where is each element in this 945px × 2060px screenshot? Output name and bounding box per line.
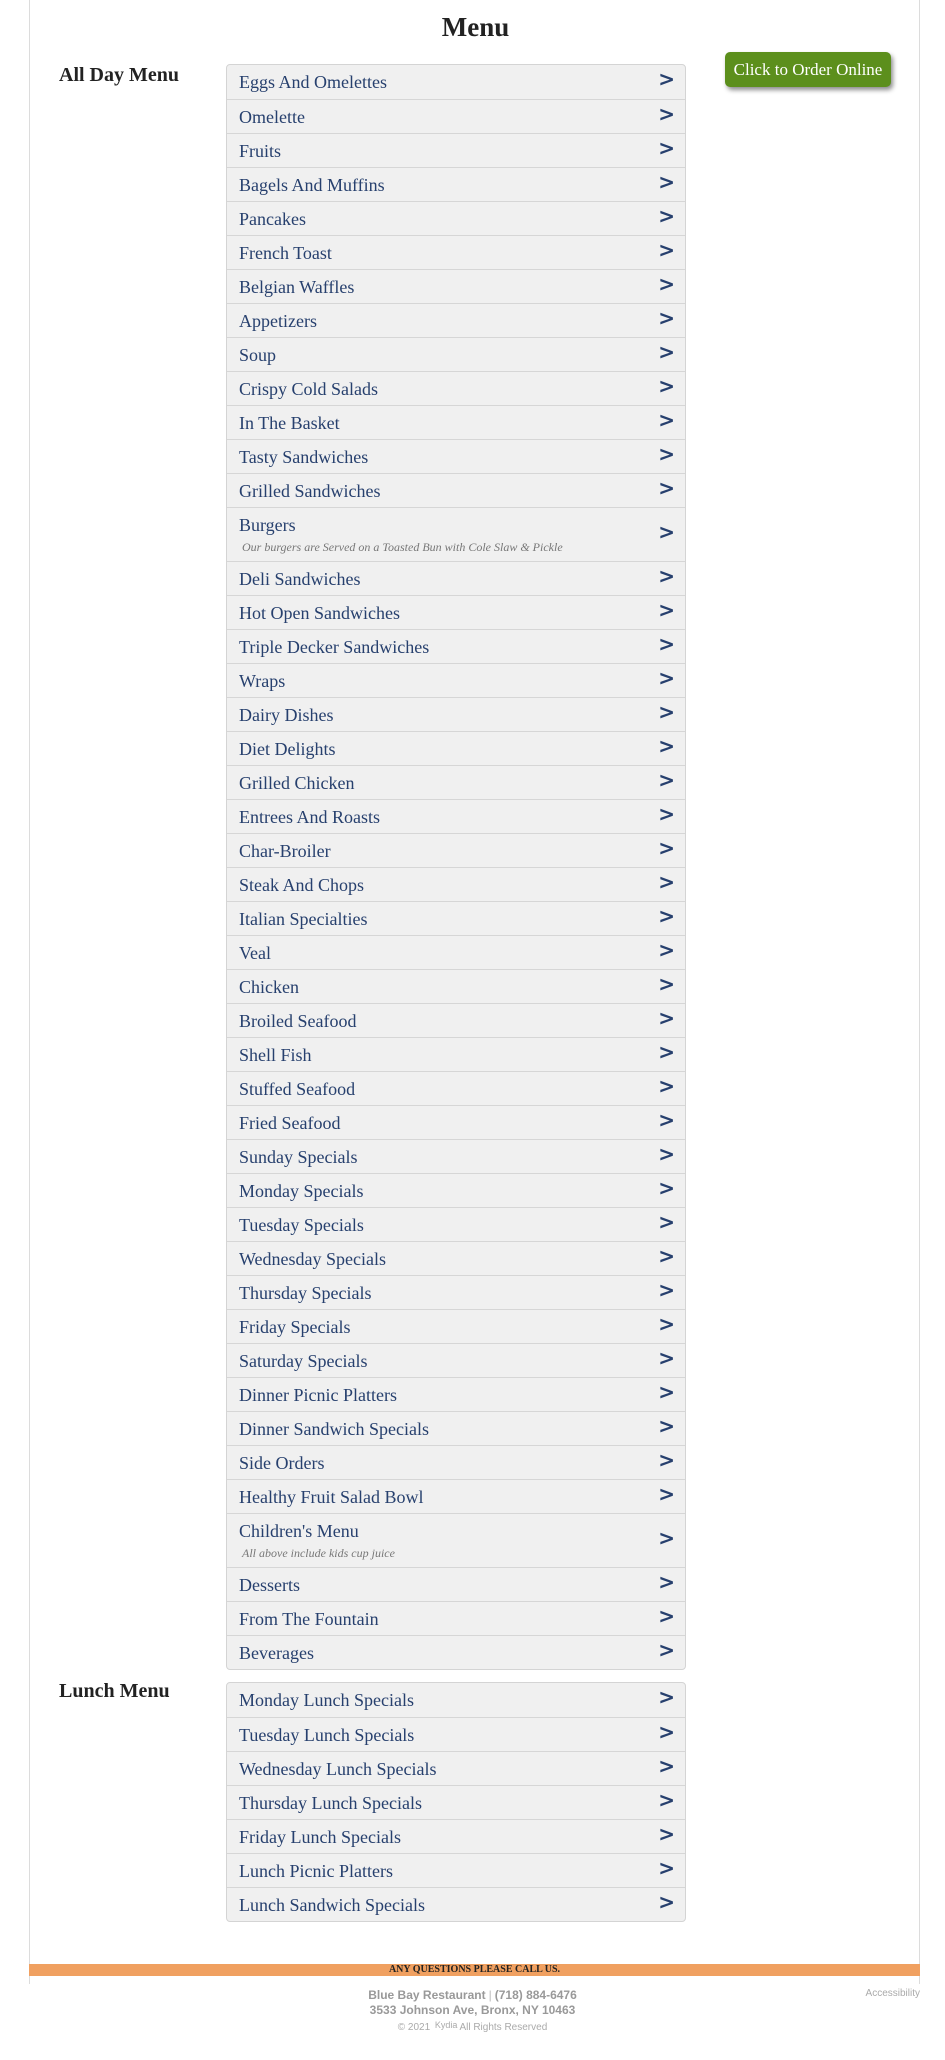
menu-category-name: Healthy Fruit Salad Bowl	[239, 1487, 424, 1507]
menu-category-row[interactable]	[227, 561, 685, 595]
menu-category-name: Soup	[239, 345, 277, 365]
chevron-right-icon: >	[658, 1379, 675, 1404]
menu-category-name: Dinner Sandwich Specials	[239, 1419, 429, 1439]
menu-category-note: Our burgers are Served on a Toasted Bun with Cole Slaw & Pickle	[242, 540, 563, 554]
menu-category-name: Grilled Sandwiches	[239, 481, 381, 501]
menu-category-row[interactable]	[227, 1105, 685, 1139]
menu-category-row[interactable]	[227, 99, 685, 133]
chevron-right-icon: >	[658, 631, 675, 656]
menu-category-row[interactable]	[227, 1567, 685, 1601]
menu-category-row[interactable]	[227, 439, 685, 473]
menu-category-row[interactable]	[227, 201, 685, 235]
menu-category-name: Veal	[239, 943, 271, 963]
chevron-right-icon: >	[658, 1277, 675, 1302]
menu-category-name: Belgian Waffles	[239, 277, 355, 297]
menu-category-name: Grilled Chicken	[239, 773, 355, 793]
menu-category-name: Entrees And Roasts	[239, 807, 380, 827]
chevron-right-icon: >	[658, 1447, 675, 1472]
chevron-right-icon: >	[658, 1311, 675, 1336]
menu-category-row[interactable]	[227, 833, 685, 867]
menu-category-name: Lunch Picnic Platters	[239, 1861, 393, 1881]
menu-category-row[interactable]	[227, 1513, 685, 1567]
chevron-right-icon: >	[658, 519, 675, 544]
chevron-right-icon: >	[658, 1345, 675, 1370]
menu-category-name: Fruits	[239, 141, 282, 161]
menu-category-name: Deli Sandwiches	[239, 569, 361, 589]
menu-category-row[interactable]	[227, 1683, 685, 1717]
menu-category-name: Crispy Cold Salads	[239, 379, 379, 399]
menu-category-row[interactable]	[227, 1377, 685, 1411]
menu-category-row[interactable]	[227, 663, 685, 697]
menu-category-row[interactable]	[227, 867, 685, 901]
menu-category-name: French Toast	[239, 243, 332, 263]
menu-category-row[interactable]	[227, 629, 685, 663]
chevron-right-icon: >	[658, 1481, 675, 1506]
menu-category-row[interactable]	[227, 595, 685, 629]
chevron-right-icon: >	[658, 1525, 675, 1550]
address: 3533 Johnson Ave, Bronx, NY 10463	[369, 2003, 576, 2017]
chevron-right-icon: >	[658, 339, 675, 364]
chevron-right-icon: >	[658, 475, 675, 500]
chevron-right-icon: >	[658, 1855, 675, 1880]
section-label-all-day: All Day Menu	[59, 64, 179, 86]
menu-category-name: Side Orders	[239, 1453, 325, 1473]
chevron-right-icon: >	[658, 1787, 675, 1812]
menu-category-name: Tuesday Specials	[239, 1215, 364, 1235]
chevron-right-icon: >	[658, 237, 675, 262]
menu-category-row[interactable]	[227, 1819, 685, 1853]
menu-category-row[interactable]	[227, 1887, 685, 1921]
menu-category-row[interactable]	[227, 507, 685, 561]
chevron-right-icon: >	[658, 1175, 675, 1200]
menu-category-row[interactable]	[227, 799, 685, 833]
menu-category-name: Friday Lunch Specials	[239, 1827, 401, 1847]
chevron-right-icon: >	[658, 1685, 675, 1710]
chevron-right-icon: >	[658, 1005, 675, 1030]
chevron-right-icon: >	[658, 1821, 675, 1846]
chevron-right-icon: >	[658, 767, 675, 792]
menu-category-name: Shell Fish	[239, 1045, 312, 1065]
chevron-right-icon: >	[658, 1039, 675, 1064]
menu-category-row[interactable]	[227, 1411, 685, 1445]
menu-category-name: Appetizers	[239, 311, 317, 331]
menu-category-name: Dairy Dishes	[239, 705, 334, 725]
menu-category-row[interactable]	[227, 731, 685, 765]
chevron-right-icon: >	[658, 441, 675, 466]
chevron-right-icon: >	[658, 1719, 675, 1744]
menu-category-name: Wednesday Lunch Specials	[239, 1759, 437, 1779]
chevron-right-icon: >	[658, 1637, 675, 1662]
menu-category-row[interactable]	[227, 1037, 685, 1071]
menu-category-name: Monday Lunch Specials	[239, 1690, 414, 1710]
chevron-right-icon: >	[658, 665, 675, 690]
page-title: Menu	[441, 12, 510, 42]
menu-category-row[interactable]	[227, 1479, 685, 1513]
chevron-right-icon: >	[658, 169, 675, 194]
menu-category-name: Stuffed Seafood	[239, 1079, 356, 1099]
chevron-right-icon: >	[658, 1569, 675, 1594]
menu-category-name: Steak And Chops	[239, 875, 365, 895]
menu-category-name: Eggs And Omelettes	[239, 72, 387, 92]
menu-category-name: Dinner Picnic Platters	[239, 1385, 397, 1405]
chevron-right-icon: >	[658, 271, 675, 296]
menu-category-name: Saturday Specials	[239, 1351, 368, 1371]
menu-category-name: Char-Broiler	[239, 841, 331, 861]
chevron-right-icon: >	[658, 305, 675, 330]
accessibility-link[interactable]: Accessibility	[865, 1988, 920, 1999]
menu-category-name: Sunday Specials	[239, 1147, 358, 1167]
chevron-right-icon: >	[658, 1243, 675, 1268]
chevron-right-icon: >	[658, 101, 675, 126]
menu-category-row[interactable]	[227, 1445, 685, 1479]
chevron-right-icon: >	[658, 869, 675, 894]
order-online-button[interactable]: Click to Order Online	[725, 52, 891, 87]
chevron-right-icon: >	[658, 563, 675, 588]
restaurant-name: Blue Bay Restaurant	[368, 1988, 486, 2002]
menu-category-note: All above include kids cup juice	[242, 1546, 395, 1560]
menu-category-row[interactable]	[227, 65, 685, 99]
menu-category-row[interactable]	[227, 901, 685, 935]
chevron-right-icon: >	[658, 971, 675, 996]
menu-category-row[interactable]	[227, 1173, 685, 1207]
chevron-right-icon: >	[658, 597, 675, 622]
menu-category-name: Broiled Seafood	[239, 1011, 357, 1031]
chevron-right-icon: >	[658, 699, 675, 724]
chevron-right-icon: >	[658, 1209, 675, 1234]
chevron-right-icon: >	[658, 1107, 675, 1132]
menu-category-row[interactable]	[227, 167, 685, 201]
menu-category-name: Children's Menu	[239, 1521, 359, 1541]
menu-category-name: Wraps	[239, 671, 286, 691]
chevron-right-icon: >	[658, 1603, 675, 1628]
lunch-menu-list	[226, 1682, 686, 1922]
chevron-right-icon: >	[658, 373, 675, 398]
menu-category-name: Thursday Lunch Specials	[239, 1793, 422, 1813]
menu-category-row[interactable]	[227, 1207, 685, 1241]
menu-category-name: Pancakes	[239, 209, 306, 229]
menu-category-name: Triple Decker Sandwiches	[239, 637, 430, 657]
menu-category-row[interactable]	[227, 765, 685, 799]
menu-category-row[interactable]	[227, 1241, 685, 1275]
menu-category-name: Lunch Sandwich Specials	[239, 1895, 425, 1915]
menu-category-row[interactable]	[227, 1309, 685, 1343]
footer-banner: ANY QUESTIONS PLEASE CALL US.	[29, 1964, 920, 1976]
menu-category-row[interactable]	[227, 1003, 685, 1037]
chevron-right-icon: >	[658, 801, 675, 826]
chevron-right-icon: >	[658, 1141, 675, 1166]
brand-link[interactable]: Kydia	[434, 2020, 458, 2030]
menu-category-name: In The Basket	[239, 413, 340, 433]
menu-category-name: Bagels And Muffins	[239, 175, 385, 195]
menu-category-name: Fried Seafood	[239, 1113, 341, 1133]
chevron-right-icon: >	[658, 733, 675, 758]
section-label-lunch: Lunch Menu	[59, 1680, 170, 1702]
menu-category-row[interactable]	[227, 1139, 685, 1173]
chevron-right-icon: >	[658, 203, 675, 228]
menu-category-name: Thursday Specials	[239, 1283, 372, 1303]
menu-category-name: Desserts	[239, 1575, 300, 1595]
chevron-right-icon: >	[658, 937, 675, 962]
menu-category-name: Burgers	[239, 515, 296, 535]
menu-category-row[interactable]	[227, 235, 685, 269]
chevron-right-icon: >	[658, 835, 675, 860]
menu-category-name: Diet Delights	[239, 739, 336, 759]
chevron-right-icon: >	[658, 1889, 675, 1914]
menu-category-row[interactable]	[227, 1071, 685, 1105]
footer-separator: |	[488, 1988, 492, 2002]
menu-category-row[interactable]	[227, 371, 685, 405]
copyright: © 2021	[397, 2022, 431, 2033]
menu-category-name: Wednesday Specials	[239, 1249, 387, 1269]
chevron-right-icon: >	[658, 1413, 675, 1438]
menu-category-name: Tuesday Lunch Specials	[239, 1725, 415, 1745]
phone-link[interactable]: (718) 884-6476	[494, 1988, 577, 2002]
menu-category-row[interactable]	[227, 1853, 685, 1887]
chevron-right-icon: >	[658, 407, 675, 432]
menu-category-row[interactable]	[227, 1343, 685, 1377]
menu-category-name: Italian Specialties	[239, 909, 368, 929]
menu-category-row[interactable]	[227, 269, 685, 303]
menu-category-row[interactable]	[227, 969, 685, 1003]
menu-category-row[interactable]	[227, 337, 685, 371]
menu-category-name: Omelette	[239, 107, 305, 127]
menu-category-row[interactable]	[227, 1635, 685, 1669]
menu-category-row[interactable]	[227, 133, 685, 167]
chevron-right-icon: >	[658, 67, 675, 92]
menu-category-name: Hot Open Sandwiches	[239, 603, 400, 623]
menu-category-row[interactable]	[227, 697, 685, 731]
page-container	[29, 0, 920, 1984]
menu-category-row[interactable]	[227, 1275, 685, 1309]
menu-category-row[interactable]	[227, 1601, 685, 1635]
chevron-right-icon: >	[658, 1753, 675, 1778]
all-day-menu-list	[226, 64, 686, 1670]
menu-category-name: Tasty Sandwiches	[239, 447, 369, 467]
menu-category-name: Chicken	[239, 977, 299, 997]
menu-category-row[interactable]	[227, 935, 685, 969]
footer-info	[0, 1988, 945, 2033]
menu-category-row[interactable]	[227, 1751, 685, 1785]
chevron-right-icon: >	[658, 135, 675, 160]
menu-category-row[interactable]	[227, 1785, 685, 1819]
menu-category-row[interactable]	[227, 303, 685, 337]
menu-category-row[interactable]	[227, 405, 685, 439]
menu-category-row[interactable]	[227, 1717, 685, 1751]
menu-category-name: Friday Specials	[239, 1317, 351, 1337]
chevron-right-icon: >	[658, 903, 675, 928]
rights-text: All Rights Reserved	[459, 2022, 548, 2033]
chevron-right-icon: >	[658, 1073, 675, 1098]
menu-category-name: From The Fountain	[239, 1609, 379, 1629]
menu-category-row[interactable]	[227, 473, 685, 507]
menu-category-name: Monday Specials	[239, 1181, 364, 1201]
menu-category-name: Beverages	[239, 1643, 314, 1663]
